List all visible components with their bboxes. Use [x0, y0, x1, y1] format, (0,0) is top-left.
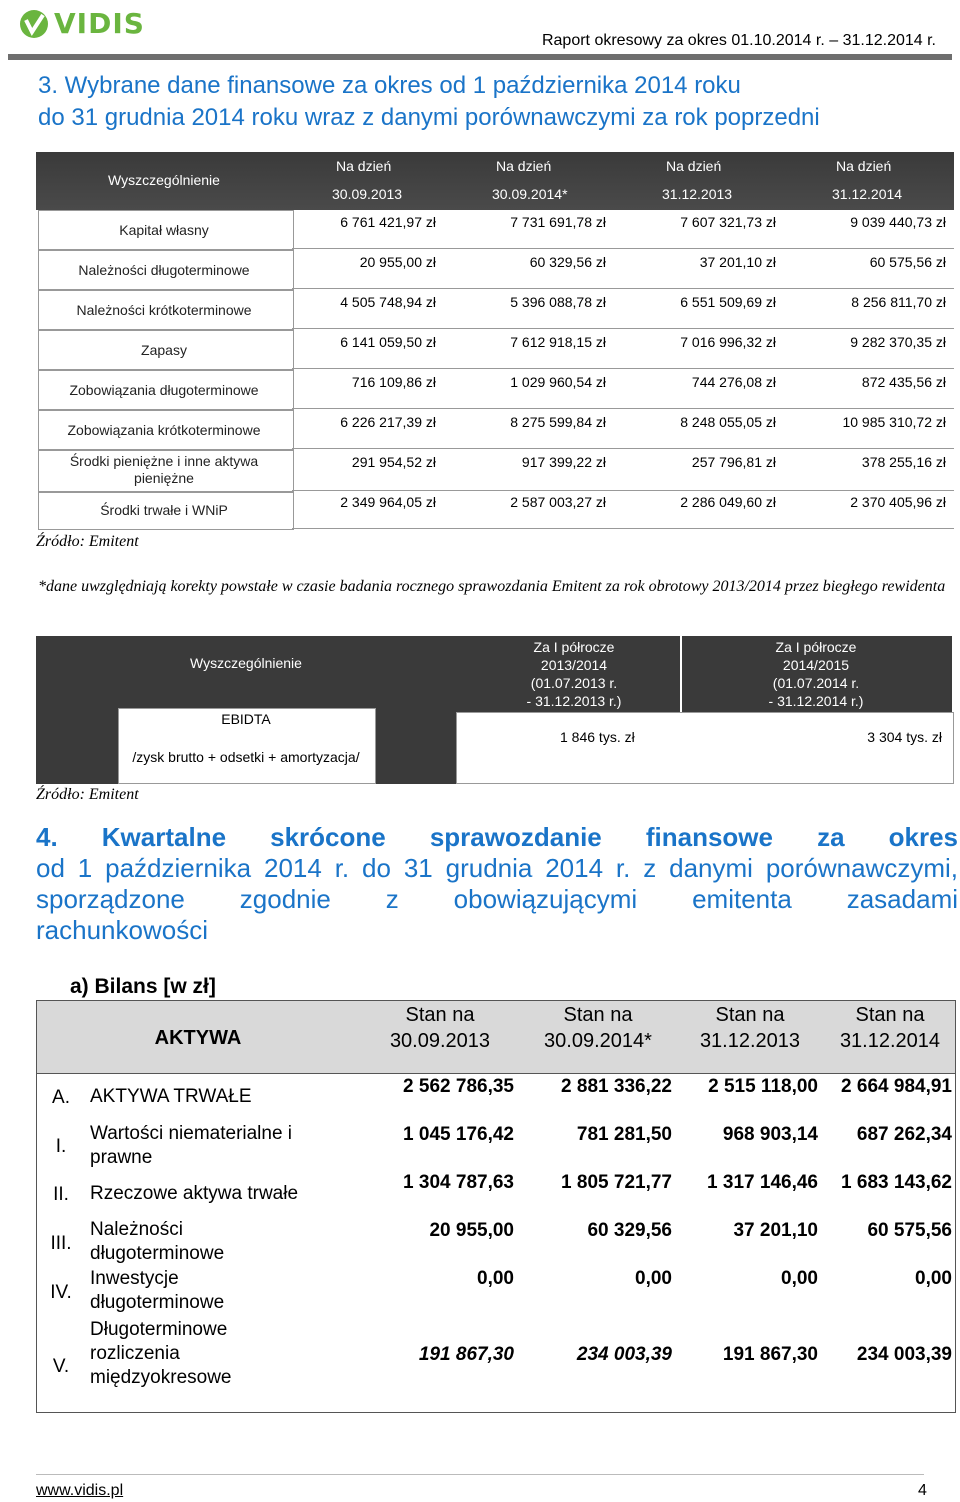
bilans-row-num: III.: [50, 1233, 72, 1254]
bilans-cell: 1 683 143,62: [841, 1172, 952, 1193]
table1-cell: 7 607 321,73 zł: [680, 214, 776, 230]
table1-cell: 2 370 405,96 zł: [850, 494, 946, 510]
table1-col2-line2: 30.09.2014*: [492, 186, 568, 202]
table1-source: Źródło: Emitent: [36, 533, 139, 550]
bilans-cell: 191 867,30: [722, 1344, 818, 1365]
table2-value-2: 3 304 tys. zł: [867, 729, 942, 745]
table2-col1-header: Za I półrocze 2013/2014 (01.07.2013 r. - 31.12.2013 r.): [526, 639, 622, 709]
table1-cell: 291 954,52 zł: [351, 454, 436, 470]
table1-cell: 60 329,56 zł: [529, 254, 606, 270]
report-title: Raport okresowy za okres 01.10.2014 r. – 31.12.2014 r.: [541, 32, 936, 49]
footer-divider: [36, 1474, 924, 1475]
table1-cell: 6 551 509,69 zł: [680, 294, 776, 310]
bilans-cell: 60 575,56: [867, 1220, 952, 1241]
table1-cell: 20 955,00 zł: [359, 254, 436, 270]
table1-cell: 8 256 811,70 zł: [851, 294, 946, 310]
table1-col1-line2: 30.09.2013: [332, 186, 403, 202]
bilans-cell: 37 201,10: [733, 1220, 818, 1241]
table1-cell: 716 109,86 zł: [351, 374, 436, 390]
table1-row-label: Zobowiązania długoterminowe: [69, 382, 259, 398]
table1-row-label: Kapitał własny: [119, 222, 209, 238]
table1-row-divider: [292, 368, 954, 369]
table1-col3-line1: Na dzień: [666, 158, 722, 174]
bilans-cell: 968 903,14: [722, 1124, 818, 1145]
table1-row-label: Należności długoterminowe: [78, 262, 250, 278]
bilans-cell: 234 003,39: [576, 1344, 672, 1365]
table1-cell: 8 248 055,05 zł: [680, 414, 776, 430]
table2-row-label: EBIDTA: [221, 711, 271, 727]
table1-cell: 257 796,81 zł: [691, 454, 776, 470]
table1-cell: 6 141 059,50 zł: [340, 334, 436, 350]
table1-cell: 9 039 440,73 zł: [850, 214, 946, 230]
table1-row-divider: [292, 408, 954, 409]
bilans-cell: 2 881 336,22: [561, 1076, 672, 1097]
table1-row-divider: [292, 490, 954, 491]
bilans-cell: 1 304 787,63: [403, 1172, 514, 1193]
bilans-col4-header: Stan na 31.12.2014: [839, 1004, 941, 1052]
table1-col1-line1: Na dzień: [336, 158, 392, 174]
bilans-row-num: IV.: [50, 1282, 72, 1303]
table1-cell: 4 505 748,94 zł: [340, 294, 436, 310]
bilans-col3-header: Stan na 31.12.2013: [699, 1004, 801, 1052]
bilans-row-num: V.: [52, 1356, 70, 1377]
table1-cell: 6 226 217,39 zł: [340, 414, 436, 430]
bilans-header-label: AKTYWA: [154, 1027, 242, 1049]
table2-row-sublabel: /zysk brutto + odsetki + amortyzacja/: [132, 749, 360, 765]
bilans-cell: 0,00: [915, 1268, 952, 1289]
table1-row-label: Środki pieniężne i inne aktywa pieniężne: [69, 453, 259, 486]
table1-row-label: Zapasy: [141, 342, 187, 358]
logo-icon: [18, 8, 50, 40]
table1-col4-line1: Na dzień: [836, 158, 892, 174]
bilans-row-name: Długoterminowe rozliczenia międzyokresowe: [90, 1319, 232, 1388]
table2-header-label: Wyszczególnienie: [190, 655, 302, 671]
table1-cell: 917 399,22 zł: [521, 454, 606, 470]
table1-row-divider: [292, 328, 954, 329]
bilans-row-name: AKTYWA TRWAŁE: [90, 1086, 252, 1107]
page-number: 4: [918, 1482, 927, 1499]
bilans-cell: 0,00: [477, 1268, 514, 1289]
bilans-row-name: Rzeczowe aktywa trwałe: [90, 1183, 299, 1204]
table1-cell: 7 612 918,15 zł: [510, 334, 606, 350]
table1-row-label: Zobowiązania krótkoterminowe: [67, 422, 261, 438]
bilans-col1-header: Stan na 30.09.2013: [389, 1004, 491, 1052]
table1-cell: 1 029 960,54 zł: [510, 374, 606, 390]
bilans-cell: 20 955,00: [429, 1220, 514, 1241]
bilans-cell: 234 003,39: [856, 1344, 952, 1365]
table1-cell: 7 016 996,32 zł: [680, 334, 776, 350]
table1-footnote: *dane uwzględniają korekty powstałe w czasie badania rocznego sprawozdania Emitent za rok obrotowy 2013/2014 przez biegłego rewidenta: [38, 578, 946, 595]
table1-col2-line1: Na dzień: [496, 158, 552, 174]
bilans-cell: 2 562 786,35: [403, 1076, 514, 1097]
bilans-title: a) Bilans [w zł]: [70, 975, 216, 998]
bilans-row-name: Należności długoterminowe: [90, 1219, 225, 1264]
bilans-cell: 781 281,50: [576, 1124, 672, 1145]
bilans-row-name: Wartości niematerialne i prawne: [90, 1123, 293, 1168]
table2-col-divider: [680, 636, 682, 712]
bilans-cell: 687 262,34: [856, 1124, 952, 1145]
table1-row-divider: [292, 448, 954, 449]
table1-row-label: Środki trwałe i WNiP: [100, 502, 228, 518]
footer-website-link[interactable]: www.vidis.pl: [36, 1482, 124, 1499]
table1-cell: 6 761 421,97 zł: [340, 214, 436, 230]
bilans-cell: 2 515 118,00: [708, 1076, 818, 1097]
table1-row-label: Należności krótkoterminowe: [76, 302, 252, 318]
table1-cell: 8 275 599,84 zł: [510, 414, 606, 430]
bilans-row-name: Inwestycje długoterminowe: [90, 1268, 225, 1313]
table1-cell: 10 985 310,72 zł: [842, 414, 946, 430]
table1-row-divider: [292, 528, 954, 529]
table1-cell: 2 349 964,05 zł: [340, 494, 436, 510]
bilans-cell: 0,00: [781, 1268, 818, 1289]
table1-header-label: Wyszczególnienie: [108, 172, 220, 188]
table1-cell: 37 201,10 zł: [699, 254, 776, 270]
table2-source: Źródło: Emitent: [36, 786, 139, 803]
bilans-cell: 2 664 984,91: [841, 1076, 952, 1097]
table1-cell: 7 731 691,78 zł: [510, 214, 606, 230]
bilans-cell: 60 329,56: [587, 1220, 672, 1241]
table1-cell: 5 396 088,78 zł: [510, 294, 606, 310]
bilans-cell: 1 805 721,77: [561, 1172, 672, 1193]
table1-cell: 9 282 370,35 zł: [850, 334, 946, 350]
section-3-title: 3. Wybrane dane finansowe za okres od 1 października 2014 roku do 31 grudnia 2014 roku wraz z danymi porównawczymi za rok poprzedni: [38, 72, 820, 131]
table2-col2-header: Za I półrocze 2014/2015 (01.07.2014 r. - 31.12.2014 r.): [768, 639, 864, 709]
table1-cell: 60 575,56 zł: [869, 254, 946, 270]
table2-value-1: 1 846 tys. zł: [560, 729, 635, 745]
table1-cell: 2 587 003,27 zł: [510, 494, 606, 510]
bilans-row-num: I.: [55, 1136, 67, 1157]
table1-col4-line2: 31.12.2014: [832, 186, 903, 202]
table1-col3-line2: 31.12.2013: [662, 186, 733, 202]
table1-cell: 378 255,16 zł: [861, 454, 946, 470]
bilans-cell: 1 045 176,42: [403, 1124, 514, 1145]
table2-value-bg: [456, 712, 954, 784]
bilans-row-num: II.: [53, 1184, 69, 1205]
bilans-cell: 0,00: [635, 1268, 672, 1289]
section-4-title: 4. Kwartalne skrócone sprawozdanie finansowe za okres od 1 października 2014 r. do 31 grudnia 2014 r. z danymi porównawczymi, sporządzone zgodnie z obowiązującymi emitenta zasadami rachunkowości: [36, 822, 958, 945]
logo-text: VIDIS: [54, 7, 145, 40]
bilans-row-num: A.: [52, 1087, 70, 1108]
table1-row-divider: [292, 248, 954, 249]
bilans-cell: 1 317 146,46: [707, 1172, 818, 1193]
table1-row-divider: [292, 288, 954, 289]
bilans-cell: 191 867,30: [418, 1344, 514, 1365]
header-divider: [8, 54, 952, 60]
table1-cell: 744 276,08 zł: [691, 374, 776, 390]
table1-cell: 2 286 049,60 zł: [680, 494, 776, 510]
table1-cell: 872 435,56 zł: [861, 374, 946, 390]
bilans-col2-header: Stan na 30.09.2014*: [544, 1004, 652, 1052]
